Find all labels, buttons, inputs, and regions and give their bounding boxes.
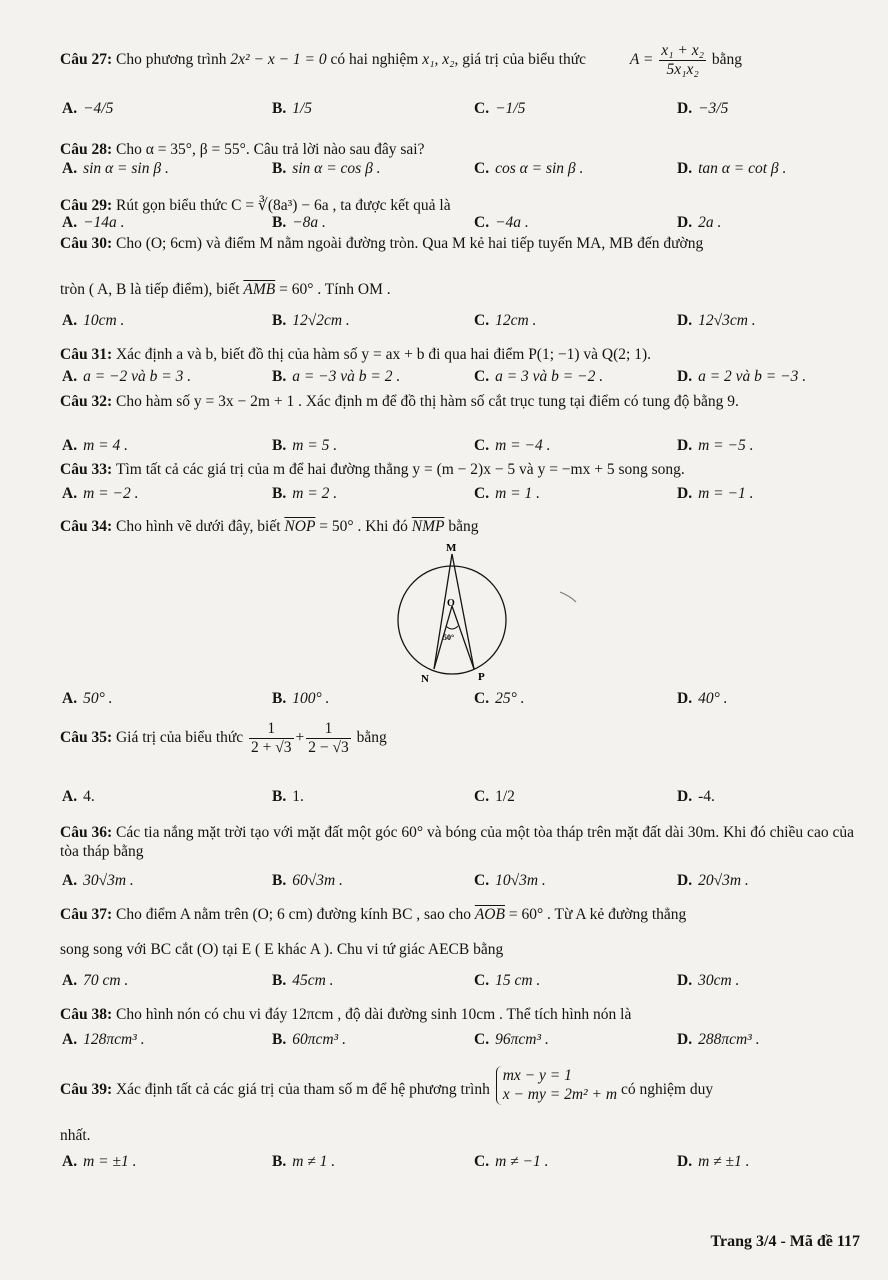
option-c[interactable]: C. a = 3 và b = −2 . xyxy=(474,368,604,385)
option-c[interactable]: C. 1/2 xyxy=(474,788,515,805)
option-a[interactable]: A. 70 cm . xyxy=(62,972,129,989)
option-d[interactable]: D. m = −1 . xyxy=(677,485,754,502)
options-28 xyxy=(62,160,862,190)
option-a[interactable]: A. 50° . xyxy=(62,690,113,707)
option-b[interactable]: B. 1. xyxy=(272,788,304,805)
option-b[interactable]: B. 1/5 xyxy=(272,100,313,117)
question-label: Câu 27: xyxy=(60,50,113,68)
options-33 xyxy=(62,485,862,515)
option-d[interactable]: D. m ≠ ±1 . xyxy=(677,1153,750,1170)
question-label: Câu 36: xyxy=(60,824,113,841)
option-b[interactable]: B. sin α = cos β . xyxy=(272,160,381,177)
question-38: Câu 38: Cho hình nón có chu vi đáy 12πcm , độ dài đường sinh 10cm . Thể tích hình nón là xyxy=(60,1006,632,1023)
options-35 xyxy=(62,788,862,818)
option-d[interactable]: D. 40° . xyxy=(677,690,728,707)
option-d[interactable]: D. tan α = cot β . xyxy=(677,160,787,177)
chord-mn xyxy=(434,554,455,669)
question-label: Câu 29: xyxy=(60,197,113,214)
question-label: Câu 34: xyxy=(60,518,113,535)
chord-mp xyxy=(452,554,474,669)
options-38 xyxy=(62,1031,862,1061)
option-b[interactable]: B. 100° . xyxy=(272,690,330,707)
option-d[interactable]: D. m = −5 . xyxy=(677,437,754,454)
question-28: Câu 28: Cho α = 35°, β = 55°. Câu trả lời nào sau đây sai? xyxy=(60,141,425,158)
question-label: Câu 33: xyxy=(60,461,113,478)
option-d[interactable]: D. 288πcm³ . xyxy=(677,1031,760,1048)
question-label: Câu 30: xyxy=(60,235,113,252)
fraction: $\frac{1}{2 - √3}$ xyxy=(308,720,349,756)
option-d[interactable]: D. 2a . xyxy=(677,214,722,231)
question-33: Câu 33: Tìm tất cả các giá trị của m để hai đường thẳng y = (m − 2)x − 5 và y = −mx + 5 song song. xyxy=(60,461,685,478)
option-d[interactable]: D. 20√3m . xyxy=(677,872,749,889)
fraction: $\frac{1}{2 + √3}$ xyxy=(251,720,292,756)
question-37-cont: song song với BC cắt (O) tại E ( E khác A ). Chu vi tứ giác AECB bằng xyxy=(60,941,504,958)
label-n: N xyxy=(421,673,429,685)
option-c[interactable]: C. −4a . xyxy=(474,214,529,231)
option-d[interactable]: D. 30cm . xyxy=(677,972,740,989)
options-34 xyxy=(62,690,862,720)
question-34: Câu 34: Cho hình vẽ dưới đây, biết $\overline{NOP} = 50^\circ$ . Khi đó $\overline{NMP}$ bằng xyxy=(60,518,479,535)
option-c[interactable]: C. 15 cm . xyxy=(474,972,541,989)
option-c[interactable]: C. 25° . xyxy=(474,690,525,707)
question-label: Câu 35: xyxy=(60,728,113,746)
option-a[interactable]: A. 10cm . xyxy=(62,312,125,329)
option-b[interactable]: B. a = −3 và b = 2 . xyxy=(272,368,401,385)
option-b[interactable]: B. m ≠ 1 . xyxy=(272,1153,336,1170)
question-label: Câu 39: xyxy=(60,1081,113,1098)
circle-o xyxy=(398,566,506,674)
option-d[interactable]: D. 12√3cm . xyxy=(677,312,756,329)
label-m: M xyxy=(446,542,457,554)
option-a[interactable]: A. m = −2 . xyxy=(62,485,139,502)
options-36 xyxy=(62,872,862,902)
option-b[interactable]: B. 60√3m . xyxy=(272,872,343,889)
question-27: Câu 27: Cho phương trình 2x² − x − 1 = 0 có hai nghiệm x₁, x₂, giá trị của biểu thức A = $\frac{\text{x₁ + x₂}}{\text{5x₁x₂}}$ bằng xyxy=(60,42,743,78)
option-c[interactable]: C. m ≠ −1 . xyxy=(474,1153,549,1170)
question-label: Câu 38: xyxy=(60,1006,113,1023)
option-a[interactable]: A. −4/5 xyxy=(62,100,114,117)
question-30-cont: tròn ( A, B là tiếp điểm), biết $\overline{AMB} = 60^\circ$ . Tính OM . xyxy=(60,281,391,298)
question-37: Câu 37: Cho điểm A nằm trên (O; 6 cm) đường kính BC , sao cho $\overline{AOB} = 60^\circ$ . Từ A kẻ đường thẳng xyxy=(60,906,687,923)
option-d[interactable]: D. a = 2 và b = −3 . xyxy=(677,368,807,385)
option-a[interactable]: A. m = ±1 . xyxy=(62,1153,137,1170)
option-b[interactable]: B. m = 2 . xyxy=(272,485,338,502)
option-c[interactable]: C. 96πcm³ . xyxy=(474,1031,549,1048)
option-a[interactable]: A. 30√3m . xyxy=(62,872,134,889)
option-c[interactable]: C. 12cm . xyxy=(474,312,537,329)
question-35: Câu 35: Giá trị của biểu thức $\frac{1}{2 + √3}$ + $\frac{1}{2 - √3}$ bằng xyxy=(60,720,387,756)
question-39: Câu 39: Xác định tất cả các giá trị của tham số m để hệ phương trình mx − y = 1 x − my = 2m² + m có nghiệm duy xyxy=(60,1067,714,1104)
label-p: P xyxy=(478,671,485,683)
option-c[interactable]: C. m = −4 . xyxy=(474,437,551,454)
question-39-cont: nhất. xyxy=(60,1127,91,1144)
question-label: Câu 37: xyxy=(60,906,113,923)
option-b[interactable]: B. m = 5 . xyxy=(272,437,338,454)
radius-op xyxy=(452,606,474,669)
options-39 xyxy=(62,1153,862,1183)
question-31: Câu 31: Xác định a và b, biết đồ thị của hàm số y = ax + b đi qua hai điểm P(1; −1) và Q(2; 1). xyxy=(60,346,652,363)
option-b[interactable]: B. 12√2cm . xyxy=(272,312,350,329)
circle-figure xyxy=(390,540,590,690)
question-36: Câu 36: Các tia nắng mặt trời tạo với mặt đất một góc 60° và bóng của một tòa tháp trên mặt đất dài 30m. Khi đó chiều cao của tòa tháp bằng xyxy=(60,824,854,861)
label-angle: 50° xyxy=(443,633,455,642)
option-a[interactable]: A. m = 4 . xyxy=(62,437,128,454)
question-label: Câu 31: xyxy=(60,346,113,363)
option-a[interactable]: A. −14a . xyxy=(62,214,125,231)
option-d[interactable]: D. -4. xyxy=(677,788,715,805)
option-b[interactable]: B. 60πcm³ . xyxy=(272,1031,346,1048)
tick-mark xyxy=(560,592,576,602)
option-c[interactable]: C. −1/5 xyxy=(474,100,526,117)
option-c[interactable]: C. cos α = sin β . xyxy=(474,160,584,177)
page-footer: Trang 3/4 - Mã đề 117 xyxy=(710,1233,860,1250)
options-27 xyxy=(62,100,862,130)
options-30 xyxy=(62,312,862,342)
option-b[interactable]: B. −8a . xyxy=(272,214,326,231)
question-32: Câu 32: Cho hàm số y = 3x − 2m + 1 . Xác định m để đồ thị hàm số cắt trục tung tại điểm có tung độ bằng 9. xyxy=(60,393,739,410)
angle-arc xyxy=(446,626,458,629)
question-29: Câu 29: Rút gọn biểu thức C = ∛(8a³) − 6a , ta được kết quả là xyxy=(60,197,451,214)
question-label: Câu 32: xyxy=(60,393,113,410)
fraction: $\frac{\text{x₁ + x₂}}{\text{5x₁x₂}}$ xyxy=(661,42,705,78)
question-label: Câu 28: xyxy=(60,141,113,158)
option-c[interactable]: C. m = 1 . xyxy=(474,485,540,502)
option-d[interactable]: D. −3/5 xyxy=(677,100,729,117)
question-30: Câu 30: Cho (O; 6cm) và điểm M nằm ngoài đường tròn. Qua M kẻ hai tiếp tuyến MA, MB đến đường xyxy=(60,235,704,252)
equation-system: mx − y = 1 x − my = 2m² + m xyxy=(496,1066,617,1105)
option-a[interactable]: A. 128πcm³ . xyxy=(62,1031,145,1048)
label-o: O xyxy=(447,598,455,609)
option-a[interactable]: A. sin α = sin β . xyxy=(62,160,169,177)
option-c[interactable]: C. 10√3m . xyxy=(474,872,546,889)
option-a[interactable]: A. 4. xyxy=(62,788,95,805)
options-37 xyxy=(62,972,862,1002)
option-b[interactable]: B. 45cm . xyxy=(272,972,334,989)
option-a[interactable]: A. a = −2 và b = 3 . xyxy=(62,368,192,385)
